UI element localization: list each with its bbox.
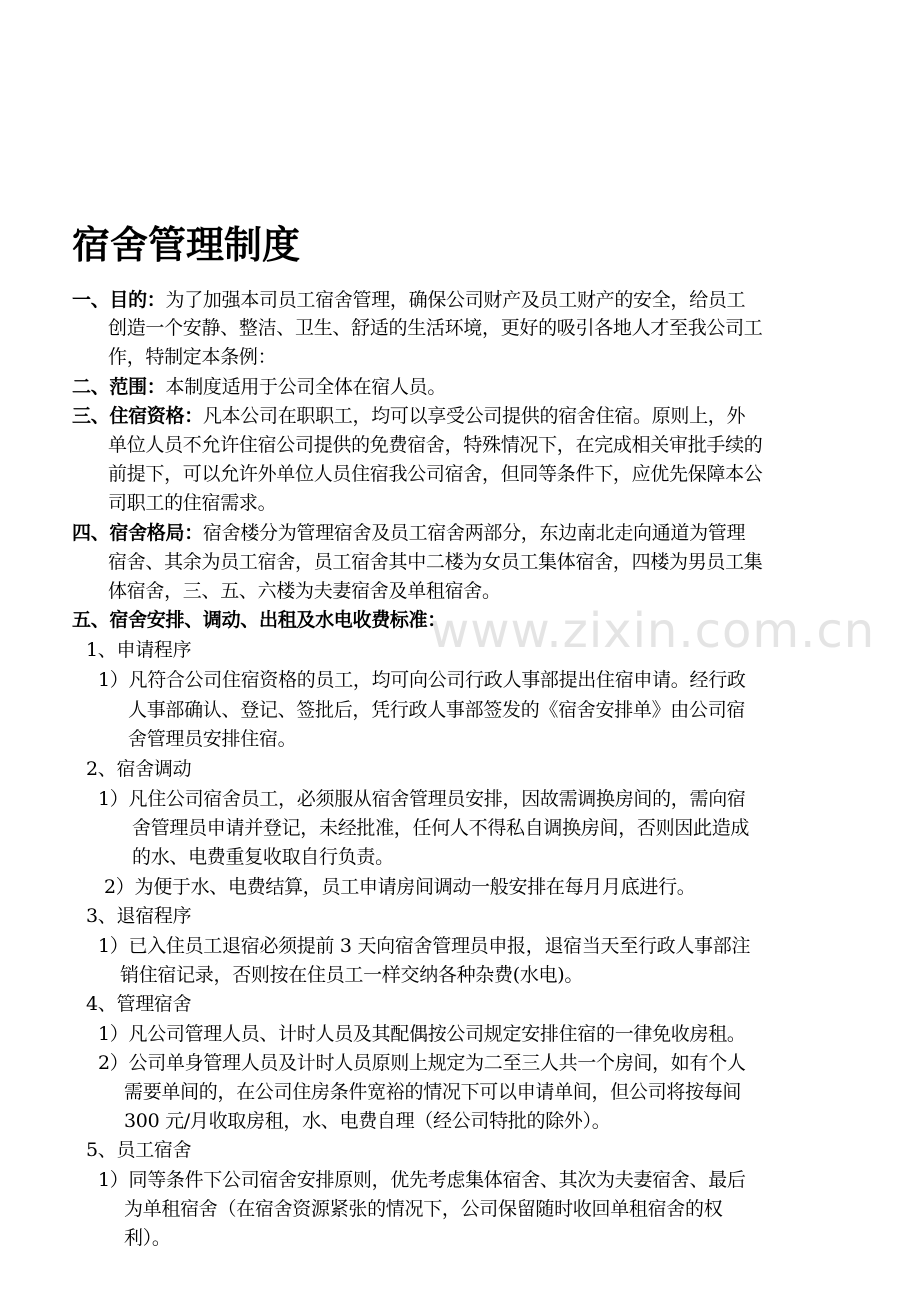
item-5-5-1-line-3: 利）。: [124, 1227, 171, 1249]
item-5-3-1-line-2: 销住宿记录，否则按在住员工一样交纳各种杂费(水电)。: [120, 964, 584, 986]
item-5-2-2: 2）为便于水、电费结算，员工申请房间调动一般安排在每月月底进行。: [104, 876, 696, 898]
section-1-line-3: 作，特制定本条例：: [108, 346, 277, 368]
item-5-1-1-line-3: 舍管理员安排住宿。: [128, 728, 297, 750]
section-4-heading: 四、宿舍格局：: [72, 522, 203, 544]
section-4-line-1: [72, 519, 745, 547]
section-3-line-1: [72, 402, 745, 430]
watermark: www.zixin.com.cn: [430, 603, 876, 659]
section-4-line-3: 体宿舍，三、五、六楼为夫妻宿舍及单租宿舍。: [108, 580, 501, 602]
section-1-text: 为了加强本司员工宿舍管理，确保公司财产及员工财产的安全，给员工: [165, 289, 746, 311]
section-2-text: 本制度适用于公司全体在宿人员。: [165, 376, 447, 398]
section-5-heading: [72, 606, 446, 634]
item-5-4-1: 1）凡公司管理人员、计时人员及其配偶按公司规定安排住宿的一律免收房租。: [98, 1023, 746, 1045]
section-2-heading: 二、范围：: [72, 376, 166, 398]
item-5-1-1-line-2: 人事部确认、登记、签批后，凭行政人事部签发的《宿舍安排单》由公司宿: [128, 699, 746, 721]
item-5-3-1-line-1: 1）已入住员工退宿必须提前 3 天向宿舍管理员申报，退宿当天至行政人事部注: [98, 935, 751, 957]
item-5-5-1-line-2: 为单租宿舍（在宿舍资源紧张的情况下，公司保留随时收回单租宿舍的权: [124, 1198, 723, 1220]
item-5-2-1-line-3: 的水、电费重复收取自行负责。: [132, 846, 394, 868]
subsection-5-2: 2、宿舍调动: [86, 758, 192, 780]
item-5-4-2-line-1: 2）公司单身管理人员及计时人员原则上规定为二至三人共一个房间，如有个人: [98, 1052, 746, 1074]
document-title: 宿舍管理制度: [72, 222, 301, 267]
subsection-5-1: 1、申请程序: [86, 639, 192, 661]
item-5-1-1-line-1: 1）凡符合公司住宿资格的员工，均可向公司行政人事部提出住宿申请。经行政: [98, 669, 746, 691]
item-5-4-2-line-2: 需要单间的，在公司住房条件宽裕的情况下可以申请单间，但公司将按每间: [124, 1081, 742, 1103]
subsection-5-4: 4、管理宿舍: [86, 993, 192, 1015]
section-1-line-2: 创造一个安静、整洁、卫生、舒适的生活环境，更好的吸引各地人才至我公司工: [108, 317, 763, 339]
section-3-line-3: 前提下，可以允许外单位人员住宿我公司宿舍，但同等条件下，应优先保障本公: [108, 463, 763, 485]
item-5-2-1-line-1: 1）凡住公司宿舍员工，必须服从宿舍管理员安排，因故需调换房间的，需向宿: [98, 788, 746, 810]
item-5-4-2-line-3: 300 元/月收取房租，水、电费自理（经公司特批的除外）。: [124, 1110, 611, 1132]
item-5-5-1-line-1: 1）同等条件下公司宿舍安排原则，优先考虑集体宿舍、其次为夫妻宿舍、最后: [98, 1169, 746, 1191]
section-5-heading-text: 五、宿舍安排、调动、出租及水电收费标准：: [72, 609, 447, 631]
section-3-heading: 三、住宿资格：: [72, 405, 203, 427]
subsection-5-3: 3、退宿程序: [86, 905, 192, 927]
subsection-5-5: 5、员工宿舍: [86, 1139, 192, 1161]
section-4-line-2: 宿舍、其余为员工宿舍，员工宿舍其中二楼为女员工集体宿舍，四楼为男员工集: [108, 551, 763, 573]
section-1-heading: 一、目的：: [72, 289, 166, 311]
section-3-line-2: 单位人员不允许住宿公司提供的免费宿舍，特殊情况下，在完成相关审批手续的: [108, 434, 763, 456]
section-2-line-1: [72, 373, 446, 401]
item-5-2-1-line-2: 舍管理员申请并登记，未经批准，任何人不得私自调换房间，否则因此造成: [132, 817, 750, 839]
section-1-line-1: [72, 286, 745, 314]
section-4-text: 宿舍楼分为管理宿舍及员工宿舍两部分，东边南北走向通道为管理: [202, 522, 746, 544]
section-3-text: 凡本公司在职职工，均可以享受公司提供的宿舍住宿。原则上，外: [202, 405, 746, 427]
section-3-line-4: 司职工的住宿需求。: [108, 492, 277, 514]
